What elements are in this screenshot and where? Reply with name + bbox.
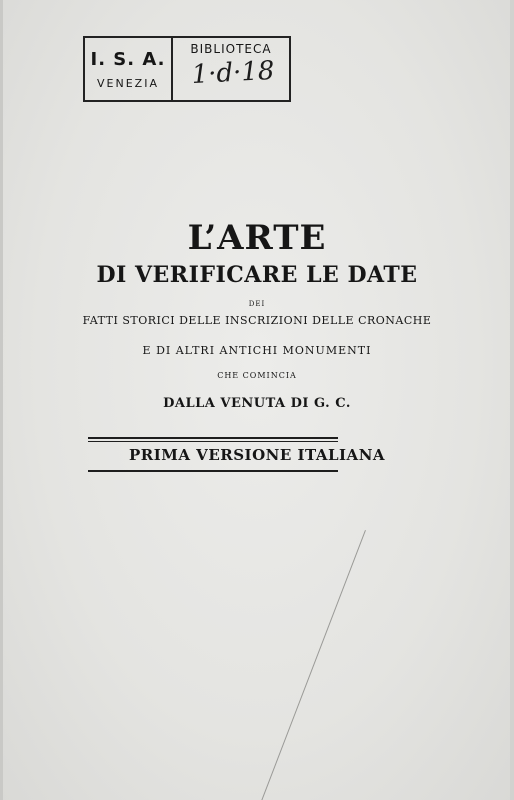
top-rule: [88, 437, 338, 439]
stamp-institution: I. S. A.: [90, 48, 166, 70]
title-line-2: DI VERIFICARE LE DATE: [96, 262, 418, 288]
paper-crease: [261, 530, 366, 800]
bottom-rule: [88, 470, 338, 472]
subtitle-line-1: FATTI STORICI DELLE INSCRIZIONI DELLE CRONACHE: [82, 314, 432, 327]
title-dei: DEI: [248, 300, 266, 308]
top-rule-thin: [88, 441, 338, 442]
title-line-1: L’ARTE: [187, 218, 327, 258]
library-stamp: [83, 36, 291, 102]
dalla-venuta: DALLA VENUTA DI G. C.: [163, 396, 351, 411]
subtitle-line-2: E DI ALTRI ANTICHI MONUMENTI: [142, 344, 372, 357]
edition-label: PRIMA VERSIONE ITALIANA: [128, 446, 386, 464]
show-through-text: [0, 110, 514, 130]
stamp-city: VENEZIA: [97, 76, 159, 90]
handwritten-shelfmark: 1·d·18: [190, 55, 276, 91]
che-comincia: CHE COMINCIA: [217, 371, 297, 380]
stamp-shelfmark-box: [173, 38, 289, 100]
stamp-label: BIBLIOTECA: [190, 42, 272, 56]
stamp-institution-box: [85, 38, 173, 100]
